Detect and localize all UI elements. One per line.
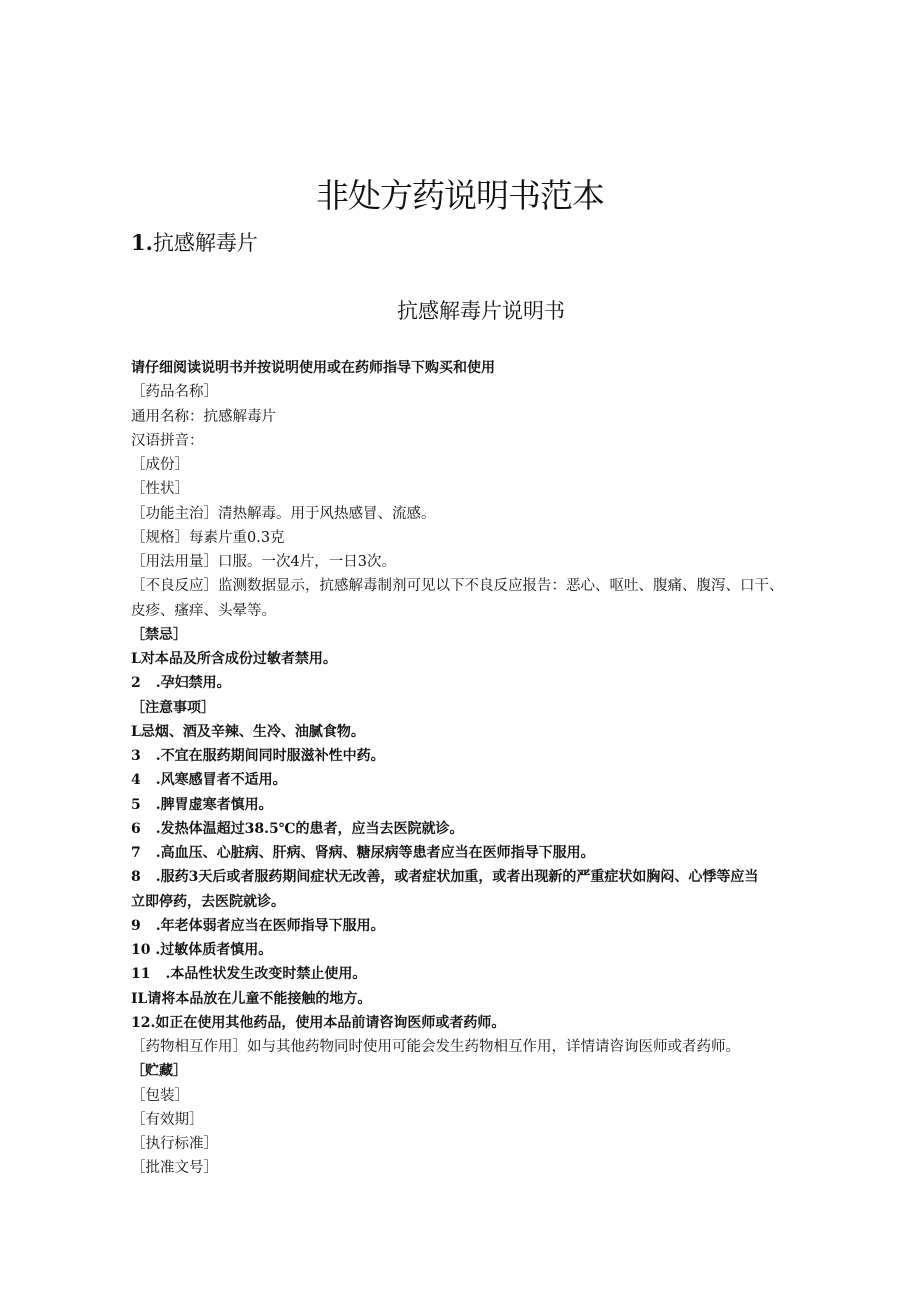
text-line [131,453,831,477]
text-line [131,599,831,623]
text-line [131,502,831,526]
line-text: .服药3天后或者服药期间症状无改善，或者症状加重，或者出现新的严重症状如胸闷、心悸等应当 [155,869,759,886]
item-number: 8 [131,869,141,886]
line-text: 12.如正在使用其他药品，使用本品前请咨询医师或者药师。 [131,1014,506,1031]
text-line [131,405,831,429]
line-text: .脾胃虚寒者慎用。 [155,796,273,813]
item-number: 9 [131,917,141,934]
text-line [131,1132,831,1156]
line-text: ［有效期］ [131,1111,204,1128]
line-text: 10 .过敏体质者慎用。 [131,942,273,958]
line-text: ［规格］每素片重0.3克 [131,529,285,546]
line-text: ［药品名称］ [131,384,218,401]
item-number: 4 [131,772,141,789]
text-line [131,1011,831,1035]
item-number: 11 [131,966,151,983]
text-line [131,574,831,598]
text-line [131,987,831,1011]
line-text: .高血压、心脏病、肝病、肾病、糖尿病等患者应当在医师指导下服用。 [155,845,595,861]
line-text: L对本品及所含成份过敏者禁用。 [131,651,337,667]
line-text: IL请将本品放在儿童不能接触的地方。 [131,990,372,1007]
line-text: .风寒感冒者不适用。 [155,772,287,789]
line-text: 立即停药，去医院就诊。 [131,893,285,910]
line-text: L忌烟、酒及辛辣、生冷、油腻食物。 [131,723,365,740]
document-title: 非处方药说明书范本 [316,176,604,215]
section-heading-text: 抗感解毒片 [152,231,258,255]
line-text: .发热体温超过38.5℃的患者，应当去医院就诊。 [155,820,464,837]
line-text: ［不良反应］监测数据显示，抗感解毒制剂可见以下不良反应报告：恶心、呕吐、腹痛、腹泻、口干、 [131,578,784,595]
line-text: 通用名称：抗感解毒片 [131,408,276,425]
line-text: ［药物相互作用］如与其他药物同时使用可能会发生药物相互作用，详情请咨询医师或者药师。 [131,1039,740,1055]
text-line [131,1059,831,1083]
line-text: ［成份］ [131,457,189,473]
text-line [131,1035,831,1059]
line-text: 汉语拼音： [131,432,204,449]
text-line [131,914,831,938]
text-line [131,938,831,962]
text-line [131,865,831,889]
text-line [131,380,831,404]
line-text: .本品性状发生改变时禁止使用。 [165,966,367,983]
item-number: 5 [131,796,141,813]
section-number: 1. [131,230,153,255]
section-heading [131,227,258,257]
text-line [131,768,831,792]
leaflet-body [131,356,831,1181]
text-line [131,962,831,986]
text-line [131,550,831,574]
line-text: ［贮藏］ [131,1063,187,1080]
text-line [131,1156,831,1180]
text-line [131,1108,831,1132]
line-text: ［禁忌］ [131,626,187,643]
text-line [131,647,831,671]
text-line [131,671,831,695]
line-text: ［批准文号］ [131,1160,218,1177]
line-text: 请仔细阅读说明书并按说明使用或在药师指导下购买和使用 [131,360,495,376]
text-line [131,477,831,501]
text-line [131,356,831,380]
text-line [131,890,831,914]
text-line [131,696,831,720]
text-line [131,429,831,453]
item-number: 3 [131,748,141,764]
line-text: ［注意事项］ [131,699,215,716]
line-text: .年老体弱者应当在医师指导下服用。 [155,917,385,934]
line-text: ［包装］ [131,1087,189,1104]
text-line [131,793,831,817]
item-number: 6 [131,820,141,837]
line-text: .不宜在服药期间同时服滋补性中药。 [155,748,385,764]
line-text: ［执行标准］ [131,1136,218,1152]
line-text: ［功能主治］清热解毒。用于风热感冒、流感。 [131,505,436,522]
leaflet-subtitle: 抗感解毒片说明书 [397,299,565,323]
line-text: ［用法用量］口服。一次4片，一日3次。 [131,554,396,570]
text-line [131,720,831,744]
item-number: 2 [131,675,141,692]
line-text: 皮疹、瘙痒、头晕等。 [131,602,276,619]
line-text: .孕妇禁用。 [155,675,231,692]
line-text: ［性状］ [131,481,189,498]
text-line [131,526,831,550]
text-line [131,841,831,865]
item-number: 7 [131,845,141,861]
text-line [131,623,831,647]
text-line [131,817,831,841]
text-line [131,744,831,768]
text-line [131,1084,831,1108]
